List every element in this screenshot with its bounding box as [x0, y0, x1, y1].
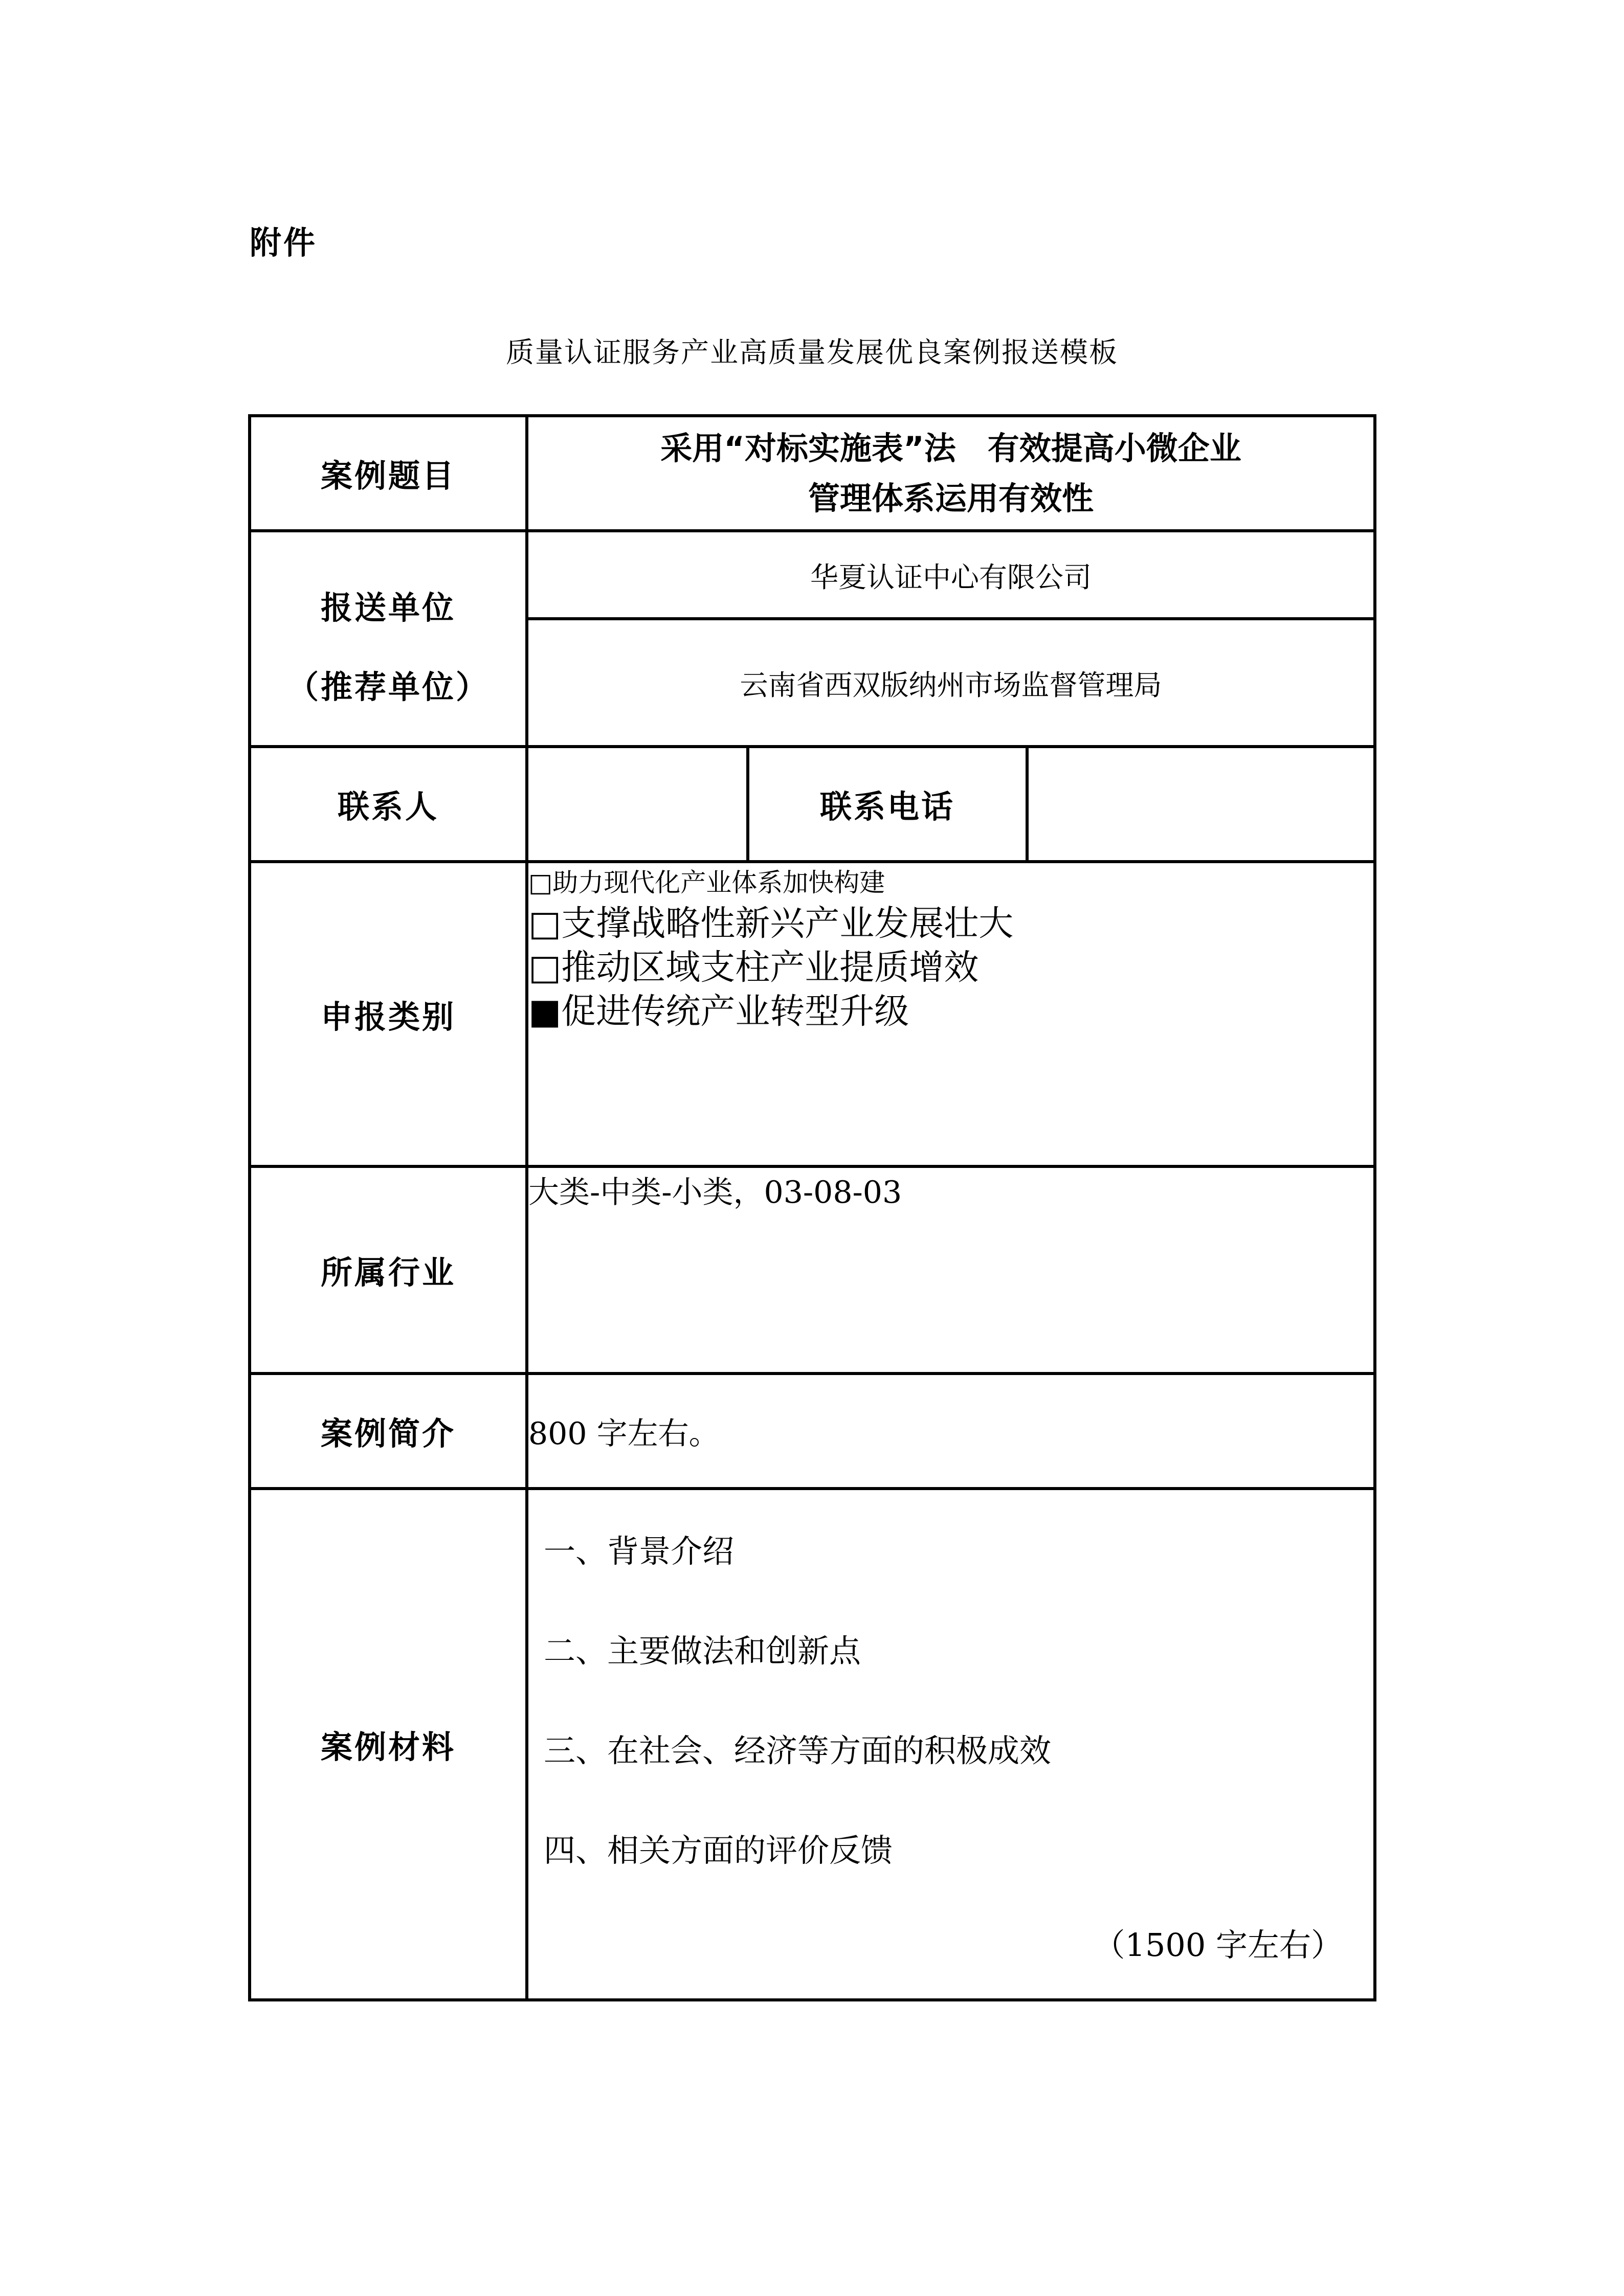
- phone-value: [1027, 747, 1375, 862]
- row-contact: [250, 747, 1375, 862]
- case-title-cell: [527, 416, 1375, 531]
- category-option-selected: ■促进传统产业转型升级: [528, 992, 909, 1032]
- case-title-line2: 管理体系运用有效性: [808, 479, 1094, 517]
- contact-value: [527, 747, 748, 862]
- row-industry: [250, 1166, 1375, 1374]
- category-label: 申报类别: [250, 862, 527, 1166]
- material-cell: [527, 1489, 1375, 2000]
- recommender-label: （推荐单位）: [286, 668, 490, 706]
- material-item: 二、主要做法和创新点: [544, 1632, 861, 1670]
- industry-label: 所属行业: [250, 1166, 527, 1374]
- material-length-note: （1500 字左右）: [1093, 1926, 1343, 1964]
- material-label: 案例材料: [250, 1489, 527, 2000]
- row-submitter: [250, 531, 1375, 619]
- material-item: 一、背景介绍: [544, 1533, 735, 1570]
- phone-label: 联系电话: [748, 747, 1027, 862]
- category-option: □助力现代化产业体系加快构建: [528, 868, 885, 897]
- category-option: □推动区域支柱产业提质增效: [528, 948, 979, 988]
- material-item: 四、相关方面的评价反馈: [544, 1832, 893, 1869]
- submitter-value: 华夏认证中心有限公司: [527, 531, 1375, 619]
- submitter-label-cell: [250, 531, 527, 747]
- row-category: [250, 862, 1375, 1166]
- case-report-form: [248, 414, 1376, 2001]
- contact-label: 联系人: [250, 747, 527, 862]
- row-intro: [250, 1374, 1375, 1489]
- attachment-label: 附件: [250, 224, 318, 261]
- submitter-label: 报送单位: [320, 589, 456, 626]
- case-title-label: 案例题目: [250, 416, 527, 531]
- row-case-title: [250, 416, 1375, 531]
- intro-label: 案例简介: [250, 1374, 527, 1489]
- category-option: □支撑战略性新兴产业发展壮大: [528, 904, 1014, 944]
- intro-value: 800 字左右。: [527, 1374, 1375, 1489]
- material-item: 三、在社会、经济等方面的积极成效: [544, 1732, 1052, 1769]
- industry-value: 大类-中类-小类，03-08-03: [527, 1166, 1375, 1374]
- category-options: [527, 862, 1375, 1166]
- row-material: [250, 1489, 1375, 2000]
- document-title: 质量认证服务产业高质量发展优良案例报送模板: [505, 336, 1118, 369]
- recommender-value: 云南省西双版纳州市场监督管理局: [527, 619, 1375, 747]
- case-title-line1: 采用“对标实施表”法 有效提高小微企业: [660, 429, 1241, 467]
